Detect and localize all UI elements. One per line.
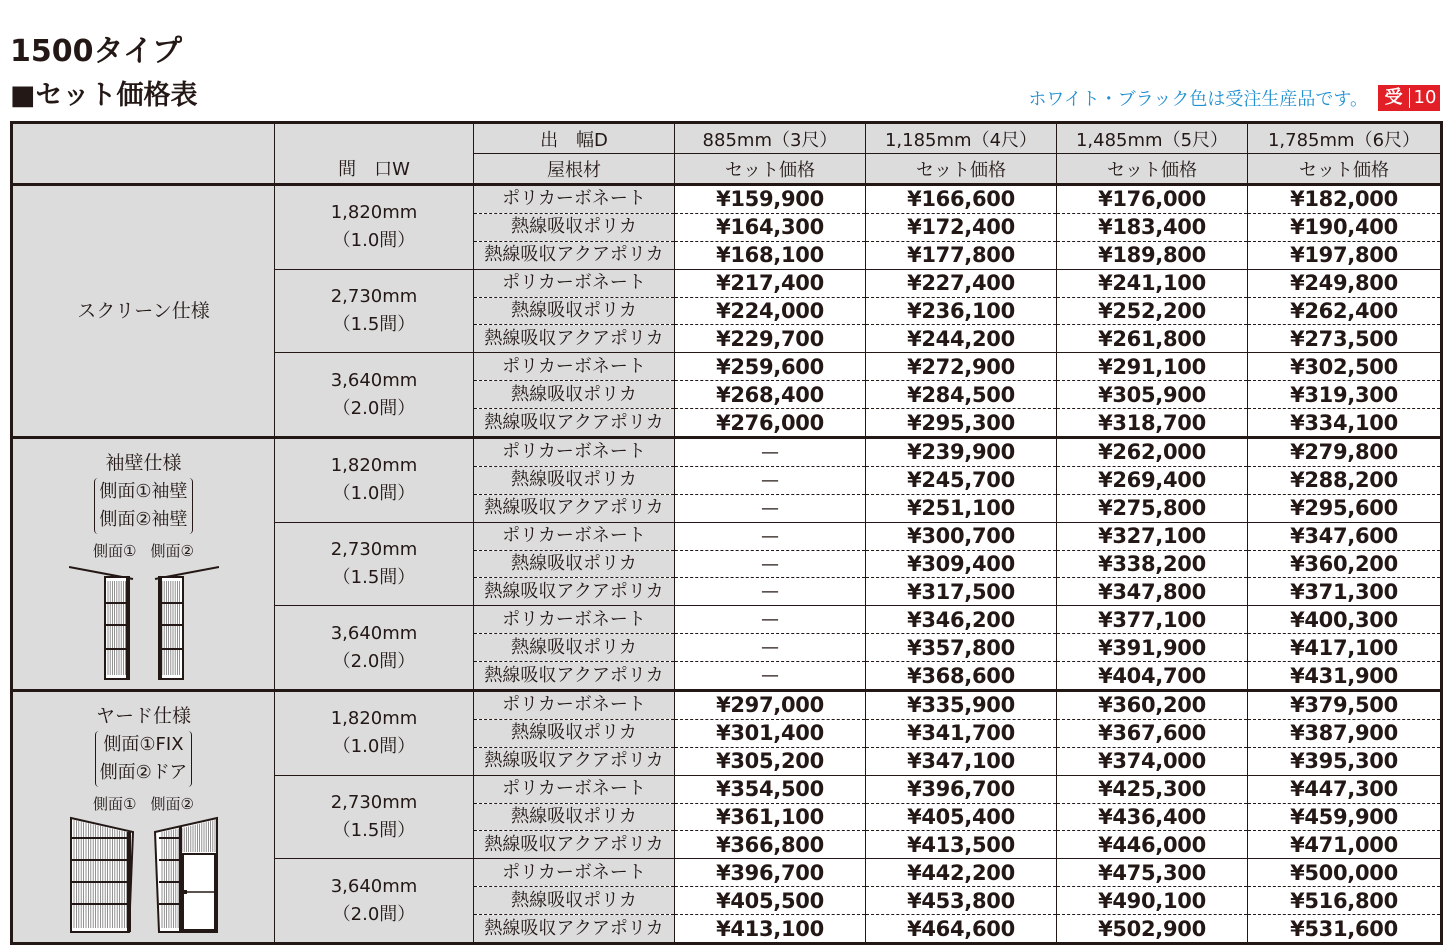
spec-name: スクリーン仕様	[77, 300, 210, 322]
spec-detail-bracket	[94, 478, 192, 534]
spec-block	[13, 296, 274, 326]
roof-material: 熱線吸収アクアポリカ	[474, 747, 675, 775]
roof-material: ポリカーボネート	[474, 859, 675, 887]
table-row	[12, 438, 1442, 467]
price-cell: ¥252,200	[1057, 297, 1248, 325]
side-drawings	[13, 816, 274, 934]
depth-1485: 1,485mm（5尺）	[1057, 123, 1248, 154]
price-cell: ¥417,100	[1248, 634, 1442, 662]
price-cell: ¥224,000	[675, 297, 866, 325]
price-cell: ¥244,200	[866, 325, 1057, 353]
price-cell: ¥176,000	[1057, 185, 1248, 214]
side-label: 側面②	[150, 794, 194, 813]
price-cell: ¥338,200	[1057, 550, 1248, 578]
material-label: 屋根材	[474, 154, 675, 185]
price-cell: ¥262,400	[1248, 297, 1442, 325]
price-cell: ¥464,600	[866, 915, 1057, 944]
set-price-label: セット価格	[1248, 154, 1442, 185]
yard-side2-door-drawing-icon	[153, 816, 219, 934]
width-cell	[275, 185, 474, 270]
price-cell: ¥360,200	[1057, 691, 1248, 720]
width-mm: 1,820mm	[330, 202, 418, 224]
price-cell: ¥300,700	[866, 522, 1057, 550]
badge-label: 受	[1384, 87, 1403, 108]
depth-1785: 1,785mm（6尺）	[1248, 123, 1442, 154]
price-cell: ¥446,000	[1057, 831, 1248, 859]
price-cell: ¥268,400	[675, 381, 866, 409]
price-unavailable: —	[675, 662, 866, 691]
price-cell: ¥229,700	[675, 325, 866, 353]
price-cell: ¥164,300	[675, 213, 866, 241]
roof-material: 熱線吸収アクアポリカ	[474, 325, 675, 353]
roof-material: 熱線吸収アクアポリカ	[474, 578, 675, 606]
roof-material: 熱線吸収アクアポリカ	[474, 241, 675, 269]
width-mm: 1,820mm	[330, 455, 418, 477]
price-unavailable: —	[675, 522, 866, 550]
width-ken: （1.0間）	[332, 483, 416, 505]
price-table	[10, 121, 1443, 945]
width-cell	[275, 691, 474, 776]
price-cell: ¥361,100	[675, 803, 866, 831]
depth-label: 出 幅D	[474, 123, 675, 154]
price-cell: ¥347,600	[1248, 522, 1442, 550]
depth-1185: 1,185mm（4尺）	[866, 123, 1057, 154]
width-cell	[275, 353, 474, 438]
width-cell	[275, 438, 474, 523]
spec-block	[13, 448, 274, 681]
price-cell: ¥502,900	[1057, 915, 1248, 944]
price-cell: ¥239,900	[866, 438, 1057, 467]
price-cell: ¥166,600	[866, 185, 1057, 214]
roof-material: ポリカーボネート	[474, 522, 675, 550]
depth-885: 885mm（3尺）	[675, 123, 866, 154]
price-cell: ¥245,700	[866, 466, 1057, 494]
price-cell: ¥366,800	[675, 831, 866, 859]
width-mm: 3,640mm	[330, 369, 418, 391]
price-cell: ¥459,900	[1248, 803, 1442, 831]
roof-material: ポリカーボネート	[474, 606, 675, 634]
price-cell: ¥318,700	[1057, 409, 1248, 438]
price-cell: ¥159,900	[675, 185, 866, 214]
side-label: 側面①	[93, 541, 137, 560]
roof-material: ポリカーボネート	[474, 353, 675, 381]
price-unavailable: —	[675, 494, 866, 522]
width-mm: 2,730mm	[330, 792, 418, 814]
price-cell: ¥368,600	[866, 662, 1057, 691]
side-label: 側面②	[150, 541, 194, 560]
roof-material: 熱線吸収ポリカ	[474, 466, 675, 494]
spec-cell	[12, 185, 275, 438]
roof-material: 熱線吸収アクアポリカ	[474, 494, 675, 522]
price-cell: ¥183,400	[1057, 213, 1248, 241]
sodekabe-side2-drawing-icon	[153, 563, 219, 681]
width-label: 間 口W	[275, 154, 474, 185]
price-cell: ¥500,000	[1248, 859, 1442, 887]
roof-material: ポリカーボネート	[474, 691, 675, 720]
width-cell	[275, 606, 474, 691]
width-mm: 2,730mm	[330, 286, 418, 307]
made-to-order-badge	[1378, 85, 1440, 111]
price-cell: ¥374,000	[1057, 747, 1248, 775]
price-unavailable: —	[675, 550, 866, 578]
price-cell: ¥335,900	[866, 691, 1057, 720]
side-drawings	[13, 563, 274, 681]
price-cell: ¥516,800	[1248, 887, 1442, 915]
table-row	[12, 185, 1442, 214]
side-labels	[13, 793, 274, 814]
price-cell: ¥275,800	[1057, 494, 1248, 522]
price-cell: ¥367,600	[1057, 719, 1248, 747]
section-title: ■セット価格表	[10, 80, 198, 111]
width-cell	[275, 859, 474, 944]
price-cell: ¥217,400	[675, 269, 866, 297]
spec-name: ヤード仕様	[95, 704, 191, 727]
price-cell: ¥347,800	[1057, 578, 1248, 606]
price-cell: ¥172,400	[866, 213, 1057, 241]
width-mm: 2,730mm	[330, 539, 418, 561]
header-blank	[12, 123, 275, 154]
price-cell: ¥490,100	[1057, 887, 1248, 915]
roof-material: 熱線吸収ポリカ	[474, 719, 675, 747]
price-cell: ¥371,300	[1248, 578, 1442, 606]
price-cell: ¥334,100	[1248, 409, 1442, 438]
price-cell: ¥431,900	[1248, 662, 1442, 691]
spec-detail-bracket	[95, 731, 193, 787]
price-cell: ¥404,700	[1057, 662, 1248, 691]
header-blank	[275, 123, 474, 154]
price-unavailable: —	[675, 578, 866, 606]
price-cell: ¥305,200	[675, 747, 866, 775]
side-labels	[13, 540, 274, 561]
price-cell: ¥241,100	[1057, 269, 1248, 297]
width-cell	[275, 775, 474, 859]
header-blank	[12, 154, 275, 185]
table-row	[12, 691, 1442, 720]
price-cell: ¥291,100	[1057, 353, 1248, 381]
price-cell: ¥288,200	[1248, 466, 1442, 494]
price-cell: ¥405,500	[675, 887, 866, 915]
roof-material: ポリカーボネート	[474, 269, 675, 297]
price-unavailable: —	[675, 606, 866, 634]
width-mm: 3,640mm	[330, 875, 418, 897]
roof-material: 熱線吸収ポリカ	[474, 887, 675, 915]
width-mm: 3,640mm	[330, 622, 418, 644]
spec-cell	[12, 438, 275, 691]
price-cell: ¥425,300	[1057, 775, 1248, 803]
price-unavailable: —	[675, 634, 866, 662]
width-ken: （1.5間）	[332, 314, 416, 335]
price-cell: ¥284,500	[866, 381, 1057, 409]
price-cell: ¥302,500	[1248, 353, 1442, 381]
roof-material: ポリカーボネート	[474, 775, 675, 803]
width-cell	[275, 522, 474, 606]
badge-number: 10	[1413, 87, 1437, 108]
price-cell: ¥309,400	[866, 550, 1057, 578]
spec-cell	[12, 691, 275, 944]
price-cell: ¥400,300	[1248, 606, 1442, 634]
price-cell: ¥453,800	[866, 887, 1057, 915]
price-cell: ¥475,300	[1057, 859, 1248, 887]
spec-detail-line: 側面①FIX	[103, 733, 184, 755]
width-mm: 1,820mm	[330, 708, 418, 730]
price-cell: ¥319,300	[1248, 381, 1442, 409]
price-cell: ¥317,500	[866, 578, 1057, 606]
price-cell: ¥276,000	[675, 409, 866, 438]
spec-detail-line: 側面②袖壁	[99, 508, 188, 530]
width-ken: （1.0間）	[332, 736, 416, 758]
price-cell: ¥436,400	[1057, 803, 1248, 831]
made-to-order-note: ホワイト・ブラック色は受注生産品です。	[1028, 89, 1368, 110]
price-cell: ¥295,600	[1248, 494, 1442, 522]
price-unavailable: —	[675, 438, 866, 467]
yard-side1-fix-drawing-icon	[69, 816, 135, 934]
spec-block	[13, 701, 274, 934]
roof-material: 熱線吸収ポリカ	[474, 634, 675, 662]
spec-detail-line: 側面①袖壁	[99, 480, 188, 502]
price-cell: ¥377,100	[1057, 606, 1248, 634]
price-cell: ¥197,800	[1248, 241, 1442, 269]
price-cell: ¥447,300	[1248, 775, 1442, 803]
price-cell: ¥261,800	[1057, 325, 1248, 353]
price-cell: ¥279,800	[1248, 438, 1442, 467]
roof-material: 熱線吸収アクアポリカ	[474, 915, 675, 944]
price-cell: ¥379,500	[1248, 691, 1442, 720]
header-row-depth	[12, 123, 1442, 154]
price-cell: ¥413,500	[866, 831, 1057, 859]
price-cell: ¥354,500	[675, 775, 866, 803]
price-cell: ¥341,700	[866, 719, 1057, 747]
width-ken: （2.0間）	[332, 650, 416, 672]
roof-material: 熱線吸収ポリカ	[474, 381, 675, 409]
price-cell: ¥396,700	[675, 859, 866, 887]
roof-material: ポリカーボネート	[474, 438, 675, 467]
width-ken: （2.0間）	[332, 903, 416, 925]
price-cell: ¥262,000	[1057, 438, 1248, 467]
width-ken: （1.5間）	[332, 567, 416, 589]
price-cell: ¥227,400	[866, 269, 1057, 297]
roof-material: 熱線吸収アクアポリカ	[474, 831, 675, 859]
price-cell: ¥251,100	[866, 494, 1057, 522]
roof-material: 熱線吸収アクアポリカ	[474, 409, 675, 438]
price-cell: ¥301,400	[675, 719, 866, 747]
price-cell: ¥327,100	[1057, 522, 1248, 550]
price-cell: ¥189,800	[1057, 241, 1248, 269]
price-cell: ¥531,600	[1248, 915, 1442, 944]
width-ken: （2.0間）	[332, 397, 416, 419]
sodekabe-side1-drawing-icon	[69, 563, 135, 681]
set-price-label: セット価格	[866, 154, 1057, 185]
price-cell: ¥295,300	[866, 409, 1057, 438]
spec-name: 袖壁仕様	[105, 451, 182, 474]
page-title: 1500タイプ	[10, 34, 182, 69]
width-cell	[275, 269, 474, 353]
roof-material: 熱線吸収ポリカ	[474, 297, 675, 325]
price-cell: ¥395,300	[1248, 747, 1442, 775]
width-ken: （1.5間）	[332, 820, 416, 842]
roof-material: 熱線吸収アクアポリカ	[474, 662, 675, 691]
price-cell: ¥413,100	[675, 915, 866, 944]
price-cell: ¥182,000	[1248, 185, 1442, 214]
price-cell: ¥305,900	[1057, 381, 1248, 409]
price-cell: ¥396,700	[866, 775, 1057, 803]
price-cell: ¥236,100	[866, 297, 1057, 325]
header-row-labels	[12, 154, 1442, 185]
price-cell: ¥405,400	[866, 803, 1057, 831]
roof-material: ポリカーボネート	[474, 185, 675, 214]
price-cell: ¥360,200	[1248, 550, 1442, 578]
price-cell: ¥391,900	[1057, 634, 1248, 662]
price-cell: ¥259,600	[675, 353, 866, 381]
price-cell: ¥442,200	[866, 859, 1057, 887]
price-cell: ¥168,100	[675, 241, 866, 269]
price-cell: ¥297,000	[675, 691, 866, 720]
price-cell: ¥347,100	[866, 747, 1057, 775]
width-ken: （1.0間）	[332, 230, 416, 252]
price-cell: ¥471,000	[1248, 831, 1442, 859]
set-price-label: セット価格	[675, 154, 866, 185]
roof-material: 熱線吸収ポリカ	[474, 803, 675, 831]
price-cell: ¥269,400	[1057, 466, 1248, 494]
set-price-label: セット価格	[1057, 154, 1248, 185]
roof-material: 熱線吸収ポリカ	[474, 550, 675, 578]
spec-detail-line: 側面②ドア	[99, 761, 188, 783]
roof-material: 熱線吸収ポリカ	[474, 213, 675, 241]
price-cell: ¥273,500	[1248, 325, 1442, 353]
price-cell: ¥272,900	[866, 353, 1057, 381]
price-cell: ¥346,200	[866, 606, 1057, 634]
price-cell: ¥249,800	[1248, 269, 1442, 297]
price-cell: ¥190,400	[1248, 213, 1442, 241]
price-cell: ¥387,900	[1248, 719, 1442, 747]
price-cell: ¥177,800	[866, 241, 1057, 269]
side-label: 側面①	[93, 794, 137, 813]
price-unavailable: —	[675, 466, 866, 494]
price-cell: ¥357,800	[866, 634, 1057, 662]
